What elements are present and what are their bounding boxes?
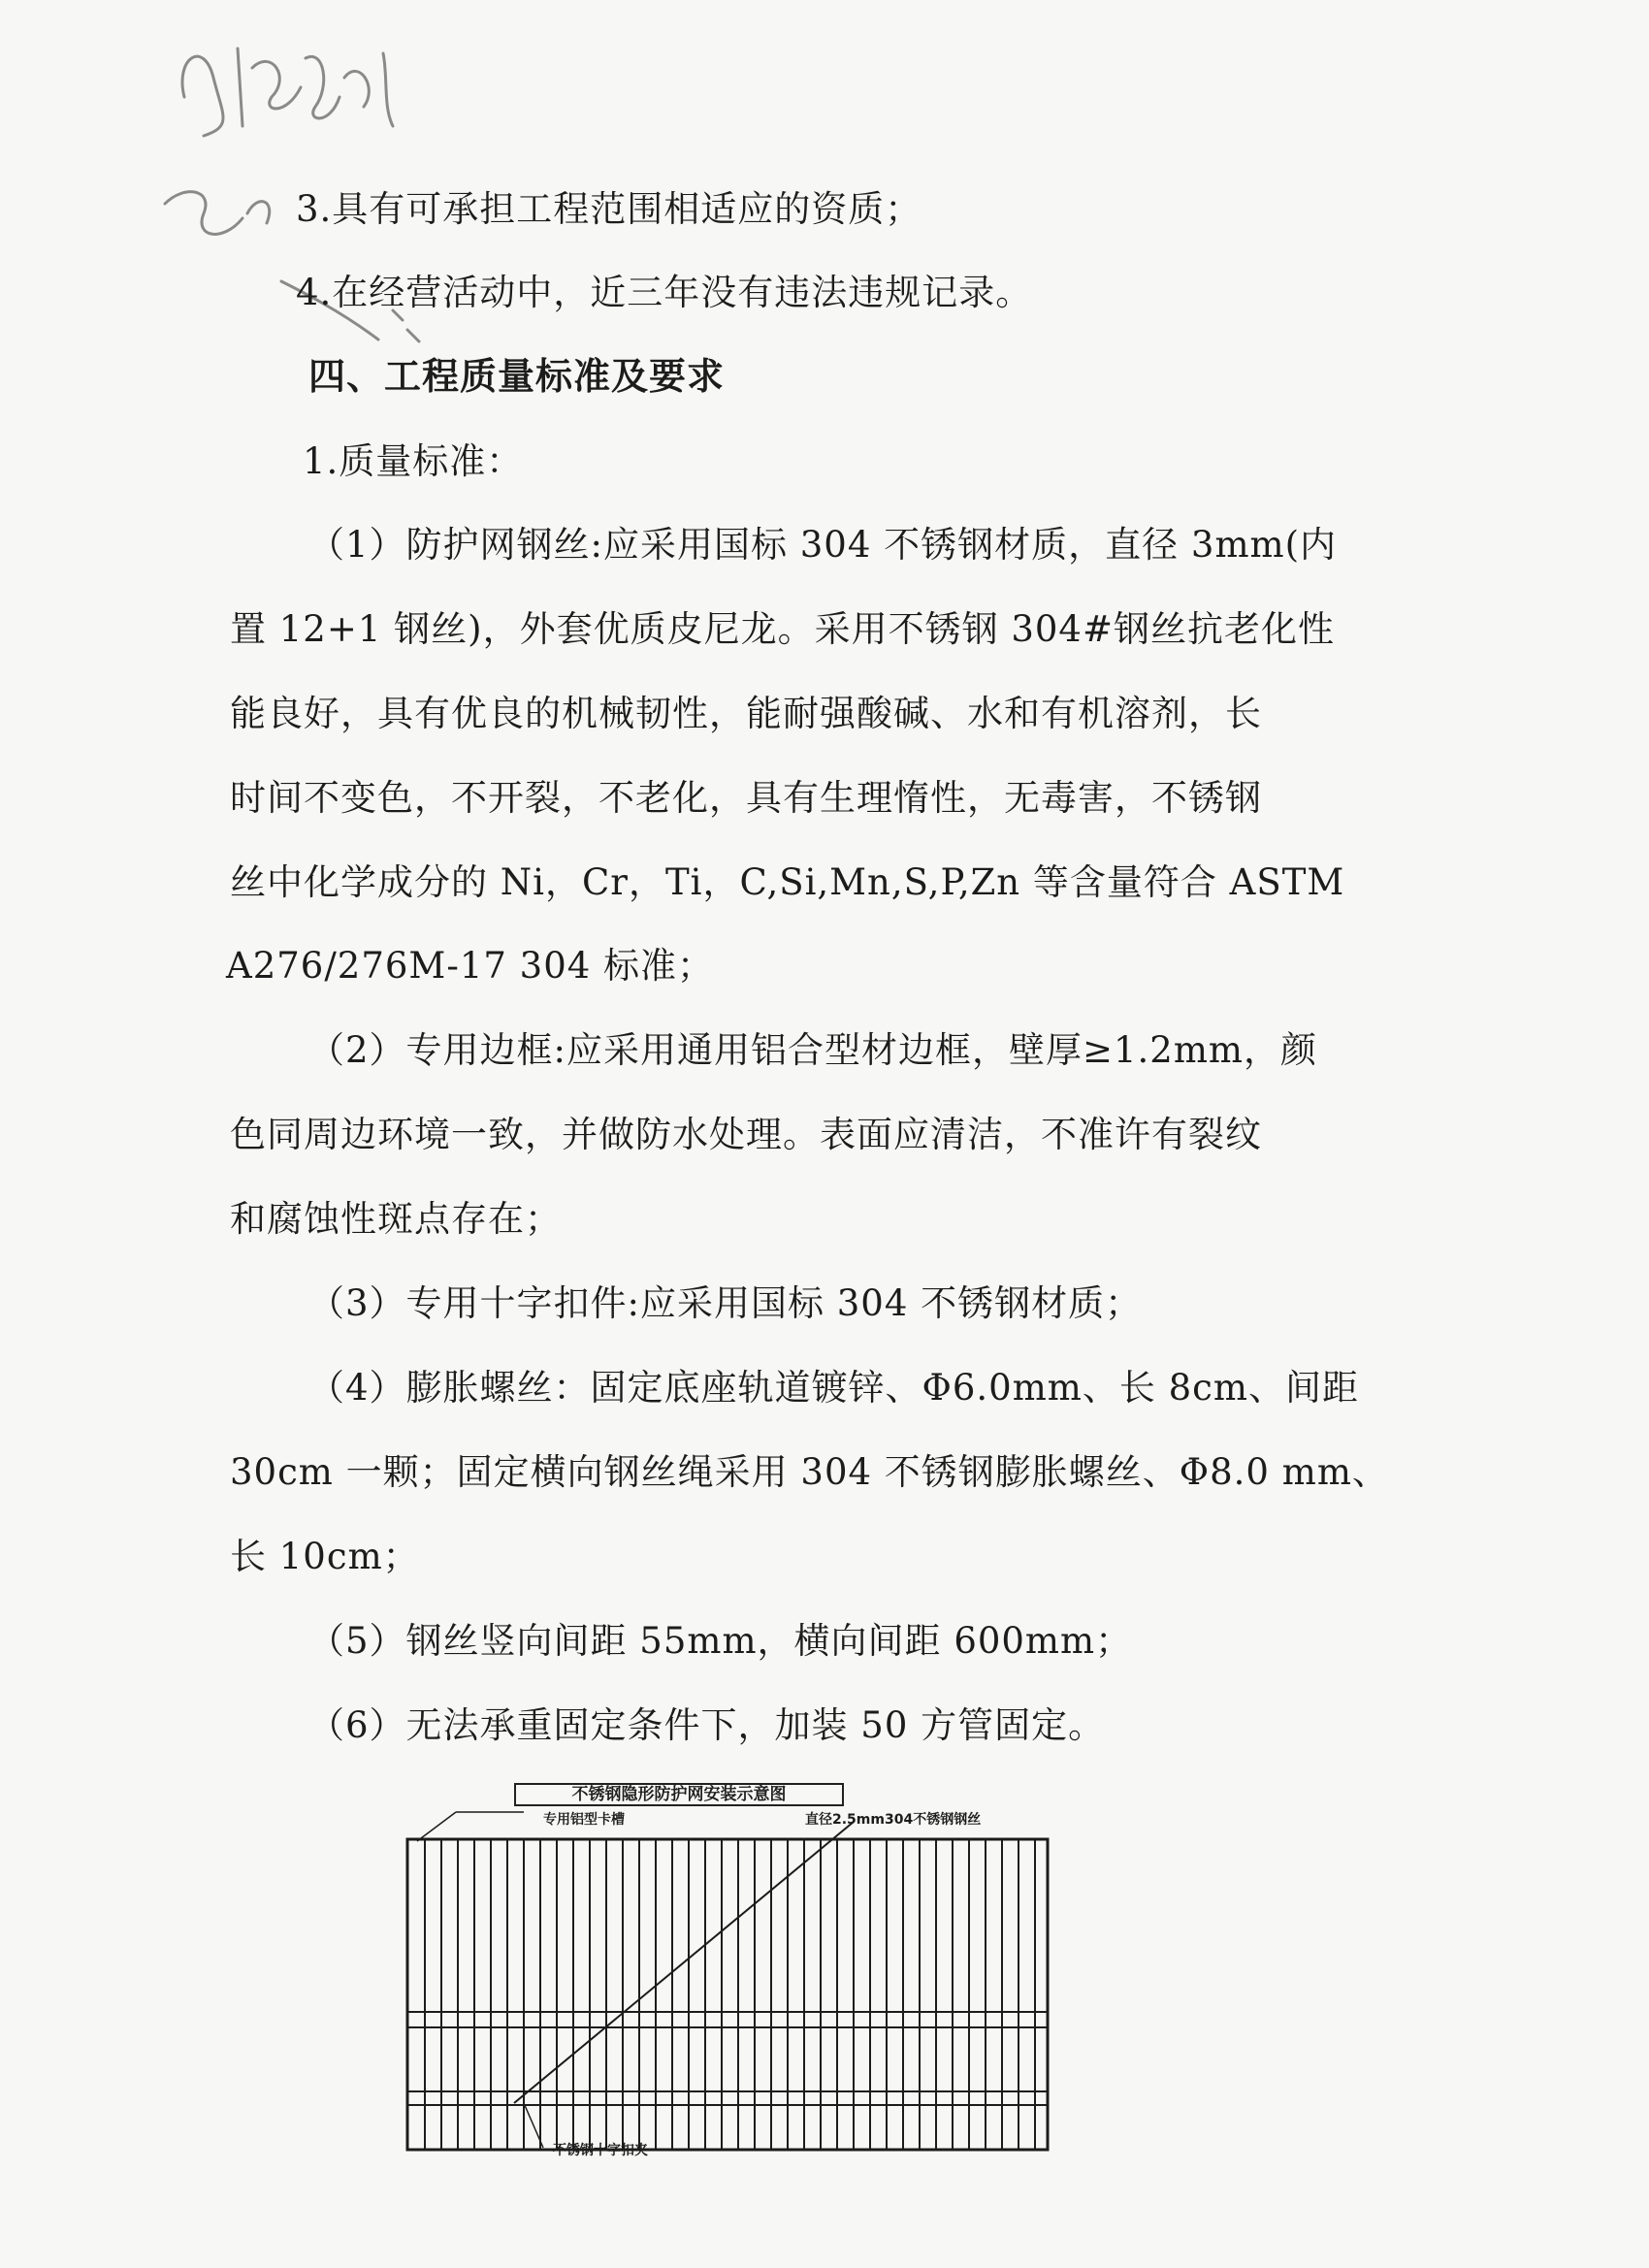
paragraph-4-line-2: 30cm 一颗；固定横向钢丝绳采用 304 不锈钢膨胀螺丝、Φ8.0 mm、	[230, 1451, 1389, 1493]
paragraph-1-line-2: 置 12+1 钢丝)，外套优质皮尼龙。采用不锈钢 304#钢丝抗老化性	[230, 608, 1335, 650]
installation-diagram	[398, 1783, 1057, 2161]
sub-heading-quality-standard: 1.质量标准：	[303, 440, 524, 482]
item-4: 4.在经营活动中，近三年没有违法违规记录。	[296, 272, 1033, 313]
diagram-grid	[398, 1783, 1057, 2161]
diagram-label-clip: 不锈钢十字扣夹	[553, 2143, 648, 2158]
diagram-label-wire: 直径2.5mm304不锈钢钢丝	[805, 1812, 982, 1828]
paragraph-1-line-5: 丝中化学成分的 Ni，Cr，Ti，C,Si,Mn,S,P,Zn 等含量符合 ASTM	[230, 861, 1345, 903]
paragraph-1-line-4: 时间不变色，不开裂，不老化，具有生理惰性，无毒害，不锈钢	[230, 777, 1262, 819]
item-3: 3.具有可承担工程范围相适应的资质；	[296, 188, 922, 230]
paragraph-1-line-3: 能良好，具有优良的机械韧性，能耐强酸碱、水和有机溶剂，长	[230, 693, 1262, 734]
paragraph-3-line-1: （3）专用十字扣件:应采用国标 304 不锈钢材质；	[308, 1282, 1143, 1324]
paragraph-2-line-2: 色同周边环境一致，并做防水处理。表面应清洁，不准许有裂纹	[230, 1114, 1262, 1155]
paragraph-2-line-3: 和腐蚀性斑点存在；	[230, 1198, 562, 1240]
diagram-title: 不锈钢隐形防护网安装示意图	[514, 1783, 844, 1806]
paragraph-5-line-1: （5）钢丝竖向间距 55mm，横向间距 600mm；	[308, 1620, 1133, 1662]
paragraph-6-line-1: （6）无法承重固定条件下，加装 50 方管固定。	[308, 1704, 1106, 1746]
paragraph-4-line-1: （4）膨胀螺丝：固定底座轨道镀锌、Φ6.0mm、长 8cm、间距	[308, 1367, 1359, 1409]
paragraph-1-line-1: （1）防护网钢丝:应采用国标 304 不锈钢材质，直径 3mm(内	[308, 524, 1338, 566]
paragraph-4-line-3: 长 10cm；	[230, 1536, 420, 1577]
section-heading: 四、工程质量标准及要求	[308, 355, 726, 398]
diagram-label-frame: 专用铝型卡槽	[543, 1812, 625, 1828]
paragraph-1-line-6: A276/276M-17 304 标准；	[226, 945, 715, 987]
paragraph-2-line-1: （2）专用边框:应采用通用铝合型材边框，壁厚≥1.2mm，颜	[308, 1029, 1318, 1071]
